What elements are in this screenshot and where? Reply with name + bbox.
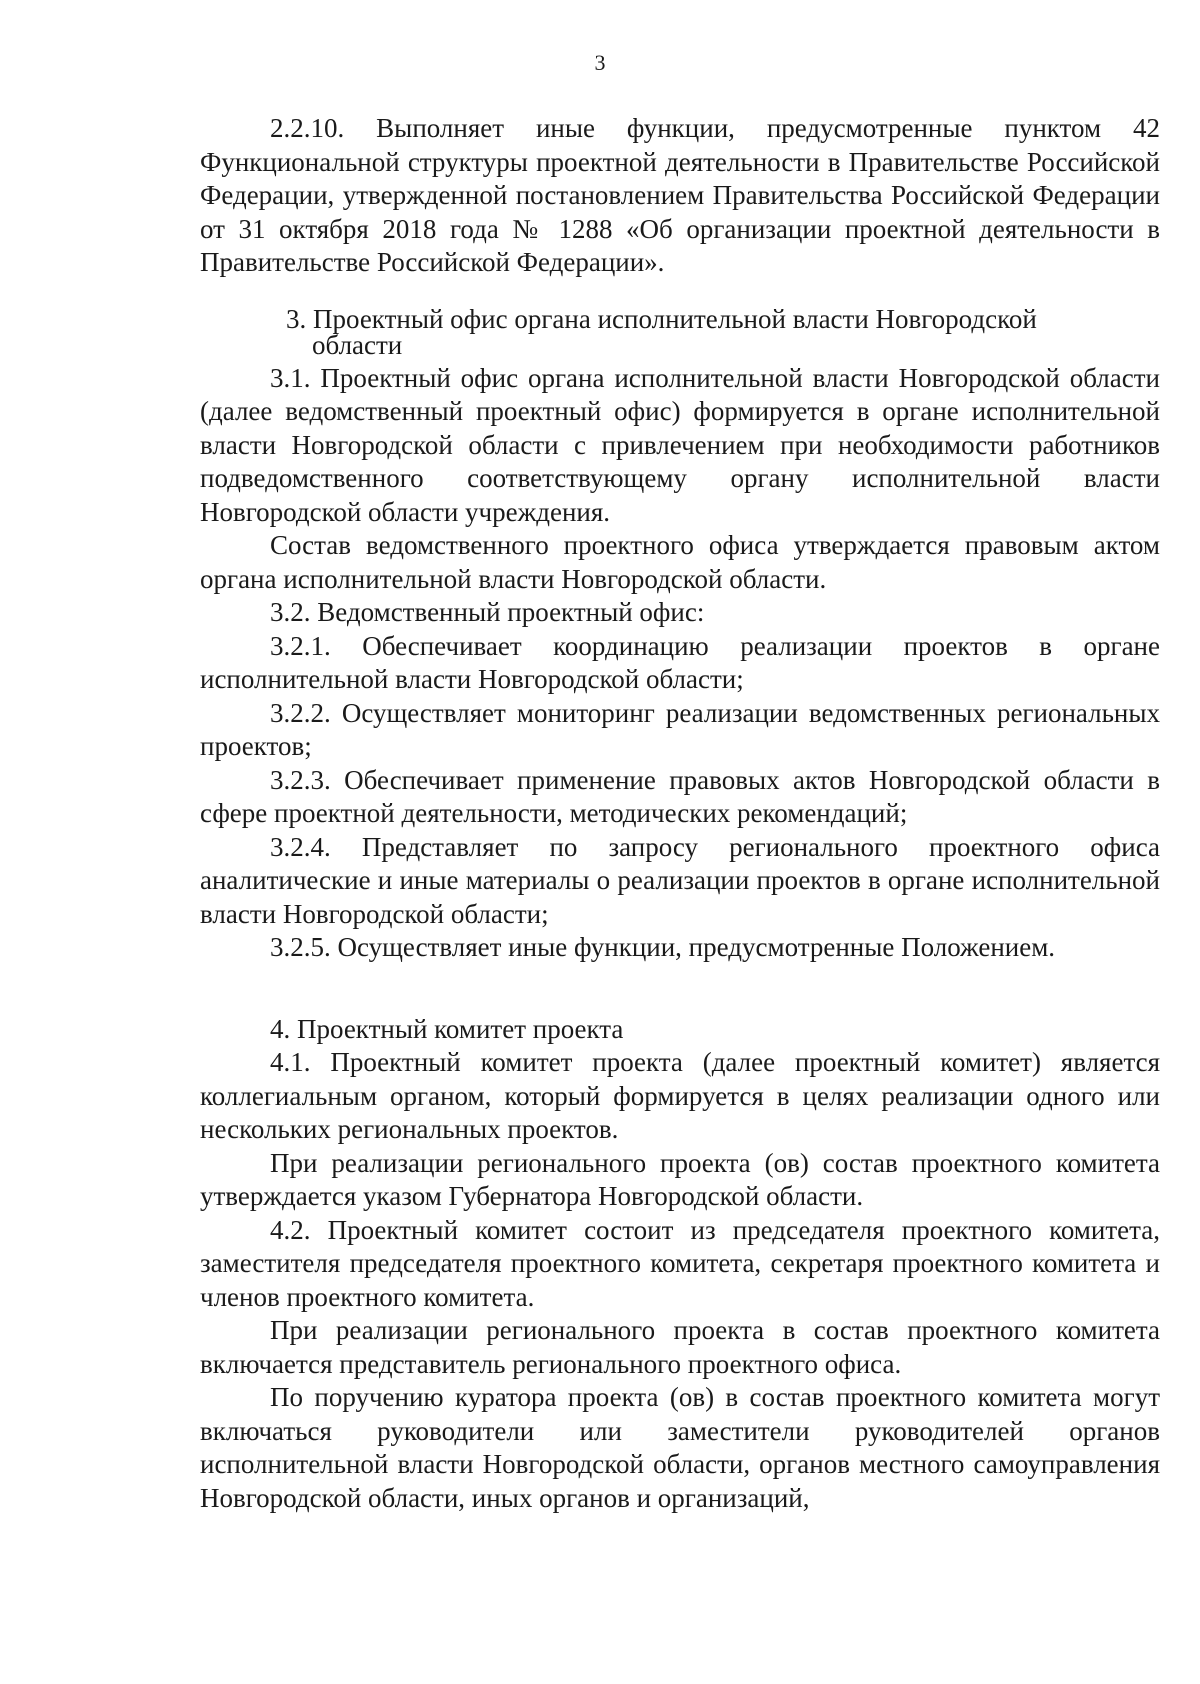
paragraph-committee-composition-approval: При реализации регионального проекта (ов) состав проектного комитета утверждается указом Губернатора Новгородской области. bbox=[200, 1147, 1160, 1211]
section-heading-3: 3. Проектный офис органа исполнительной власти Новгородской области bbox=[286, 303, 1037, 360]
document-body bbox=[200, 112, 1160, 1515]
paragraph-office-composition: Состав ведомственного проектного офиса утверждается правовым актом органа исполнительной власти Новгородской области. bbox=[200, 530, 1160, 594]
paragraph-3-2-1: 3.2.1. Обеспечивает координацию реализации проектов в органе исполнительной власти Новгородской области; bbox=[200, 630, 1160, 694]
paragraph-4-2: 4.2. Проектный комитет состоит из председателя проектного комитета, заместителя председателя проектного комитета, секретаря проектного комитета и членов проектного комитета. bbox=[200, 1214, 1160, 1312]
paragraph-3-2-3: 3.2.3. Обеспечивает применение правовых актов Новгородской области в сфере проектной деятельности, методических рекомендаций; bbox=[200, 764, 1160, 828]
paragraph-regional-office-representative: При реализации регионального проекта в состав проектного комитета включается представитель регионального проектного офиса. bbox=[200, 1315, 1160, 1379]
paragraph-3-2-4: 3.2.4. Представляет по запросу регионального проектного офиса аналитические и иные материалы о реализации проектов в органе исполнительной власти Новгородской области; bbox=[200, 831, 1160, 929]
section-heading-4: 4. Проектный комитет проекта bbox=[270, 1013, 624, 1044]
paragraph-curator-instruction: По поручению куратора проекта (ов) в состав проектного комитета могут включаться руководители или заместители руководителей органов исполнительной власти Новгородской области, органов местного самоуправления Новгородской области, иных органов и организаций, bbox=[200, 1382, 1160, 1513]
paragraph-3-2: 3.2. Ведомственный проектный офис: bbox=[270, 597, 705, 627]
paragraph-2-2-10: 2.2.10. Выполняет иные функции, предусмотренные пунктом 42 Функциональной структуры проектной деятельности в Правительстве Российской Федерации, утвержденной постановлением Правительства Российской Федерации от 31 октября 2018 года № 1288 «Об организации проектной деятельности в Правительстве Российской Федерации». bbox=[200, 113, 1160, 277]
paragraph-3-2-5: 3.2.5. Осуществляет иные функции, предусмотренные Положением. bbox=[270, 932, 1056, 962]
page-number: 3 bbox=[594, 50, 606, 75]
paragraph-3-2-2: 3.2.2. Осуществляет мониторинг реализации ведомственных региональных проектов; bbox=[200, 697, 1160, 761]
paragraph-3-1: 3.1. Проектный офис органа исполнительной власти Новгородской области (далее ведомственный проектный офис) формируется в органе исполнительной власти Новгородской области с привлечением при необходимости работников подведомственного соответствующему органу исполнительной власти Новгородской области учреждения. bbox=[200, 362, 1160, 527]
paragraph-4-1: 4.1. Проектный комитет проекта (далее проектный комитет) является коллегиальным органом, который формируется в целях реализации одного или нескольких региональных проектов. bbox=[200, 1047, 1160, 1144]
